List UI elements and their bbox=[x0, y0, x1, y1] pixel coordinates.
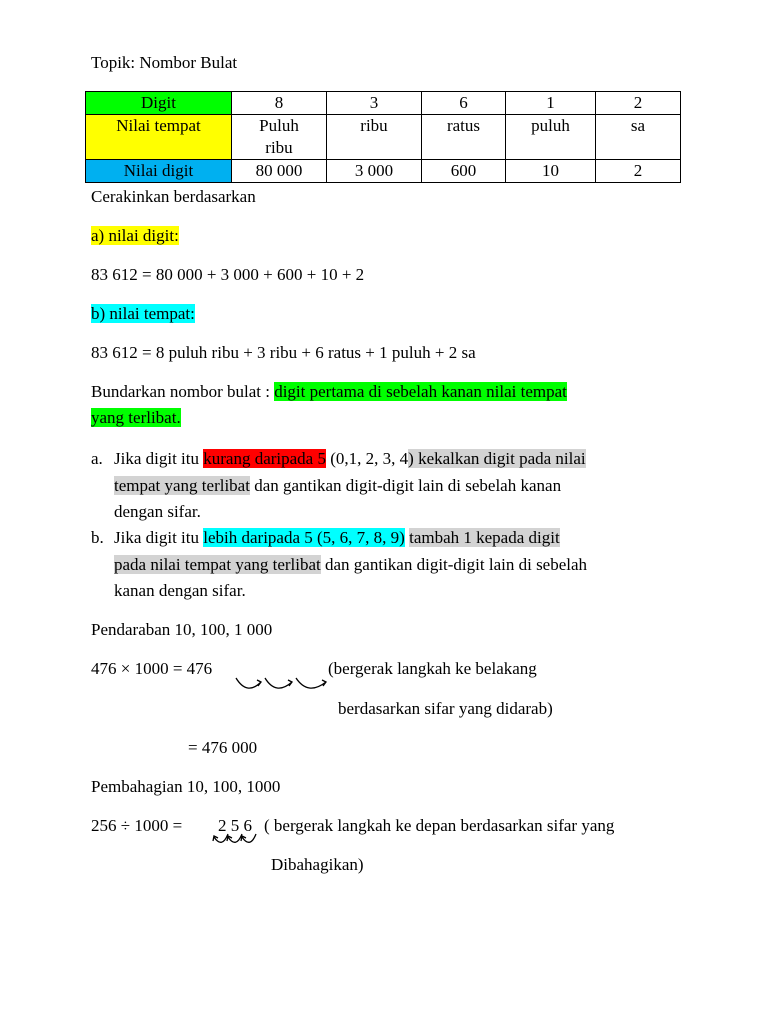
table-cell: 2 bbox=[596, 92, 681, 115]
row-label-nilai-digit: Nilai digit bbox=[86, 160, 232, 183]
list-marker-a: a. bbox=[91, 449, 103, 468]
table-row-nilai-tempat bbox=[86, 115, 681, 160]
darab-note-2: berdasarkan sifar yang didarab) bbox=[338, 699, 553, 718]
bahagi-expression: 256 ÷ 1000 = bbox=[91, 816, 183, 835]
darab-result: = 476 000 bbox=[188, 738, 258, 757]
table-cell: 3 bbox=[327, 92, 422, 115]
table-row-digit bbox=[86, 92, 681, 115]
table-cell: ratus bbox=[422, 115, 506, 160]
table-cell: 600 bbox=[422, 160, 506, 183]
list-highlight-cyan: lebih daripada 5 (5, 6, 7, 8, 9) bbox=[203, 528, 405, 547]
bundar-prefix: Bundarkan nombor bulat : bbox=[91, 382, 275, 401]
cerakin-a-label: a) nilai digit: bbox=[91, 226, 179, 245]
table-row-nilai-digit bbox=[86, 160, 681, 183]
cerakin-a-label-line bbox=[91, 225, 179, 247]
darab-note-1: (bergerak langkah ke belakang bbox=[328, 659, 537, 678]
table-cell: ribu bbox=[327, 115, 422, 160]
bundar-rule-1: digit pertama di sebelah kanan nilai tempat bbox=[274, 382, 567, 401]
table-cell: sa bbox=[596, 115, 681, 160]
row-label-digit: Digit bbox=[86, 92, 232, 115]
bahagi-digits: 2 5 6 bbox=[218, 816, 252, 835]
list-item-b-line2 bbox=[114, 552, 691, 579]
list-text: dan gantikan digit-digit lain di sebelah kanan bbox=[249, 475, 562, 495]
list-item-b-line1 bbox=[114, 525, 691, 552]
divide-shift-arrows bbox=[208, 829, 264, 851]
table-cell: 80 000 bbox=[232, 160, 327, 183]
list-item-a bbox=[91, 446, 691, 526]
list-text: (0,1, 2, 3, 4 bbox=[325, 449, 409, 468]
cerakin-b-equation: 83 612 = 8 puluh ribu + 3 ribu + 6 ratus + 1 puluh + 2 sa bbox=[91, 343, 476, 362]
list-text: Jika digit itu bbox=[114, 528, 204, 547]
list-item-b bbox=[91, 525, 691, 605]
bundar-rule-2: yang terlibat. bbox=[91, 408, 181, 427]
table-cell: 3 000 bbox=[327, 160, 422, 183]
list-text: dan gantikan digit-digit lain di sebelah bbox=[320, 554, 588, 574]
darab-expression: 476 × 1000 = 476 bbox=[91, 659, 213, 678]
table-cell: 10 bbox=[506, 160, 596, 183]
list-text: kanan dengan sifar. bbox=[114, 581, 246, 600]
list-highlight-red: kurang daripada 5 bbox=[203, 449, 326, 468]
cerakin-heading: Cerakinkan berdasarkan bbox=[91, 187, 256, 206]
cerakin-b-label: b) nilai tempat: bbox=[91, 304, 195, 323]
list-item-a-line1 bbox=[114, 446, 691, 473]
bundar-line-2 bbox=[91, 407, 181, 429]
bahagi-heading: Pembahagian 10, 100, 1000 bbox=[91, 777, 281, 796]
bahagi-note-1: ( bergerak langkah ke depan berdasarkan sifar yang bbox=[264, 816, 615, 835]
multiply-shift-arrows bbox=[232, 672, 332, 698]
list-highlight-gray: ) kekalkan digit pada nilai bbox=[408, 449, 586, 468]
place-value-table bbox=[85, 91, 681, 183]
list-text: Jika digit itu bbox=[114, 449, 204, 468]
bundar-line-1 bbox=[91, 381, 567, 403]
table-cell: puluh bbox=[506, 115, 596, 160]
cerakin-b-label-line bbox=[91, 303, 195, 325]
list-marker-b: b. bbox=[91, 528, 104, 547]
cerakin-a-equation: 83 612 = 80 000 + 3 000 + 600 + 10 + 2 bbox=[91, 265, 365, 284]
darab-heading: Pendaraban 10, 100, 1 000 bbox=[91, 620, 273, 639]
list-highlight-gray: tempat yang terlibat bbox=[114, 475, 250, 495]
table-cell: 6 bbox=[422, 92, 506, 115]
bahagi-note-2: Dibahagikan) bbox=[271, 855, 364, 874]
list-item-a-line2 bbox=[114, 473, 691, 500]
list-highlight-gray: pada nilai tempat yang terlibat bbox=[114, 554, 321, 574]
row-label-nilai-tempat: Nilai tempat bbox=[86, 115, 232, 160]
table-cell: 1 bbox=[506, 92, 596, 115]
table-cell: 8 bbox=[232, 92, 327, 115]
list-highlight-gray: tambah 1 kepada digit bbox=[409, 528, 560, 547]
table-cell: 2 bbox=[596, 160, 681, 183]
topic-title: Topik: Nombor Bulat bbox=[91, 53, 238, 72]
list-text: dengan sifar. bbox=[114, 502, 201, 521]
table-cell: Puluh ribu bbox=[232, 115, 327, 160]
